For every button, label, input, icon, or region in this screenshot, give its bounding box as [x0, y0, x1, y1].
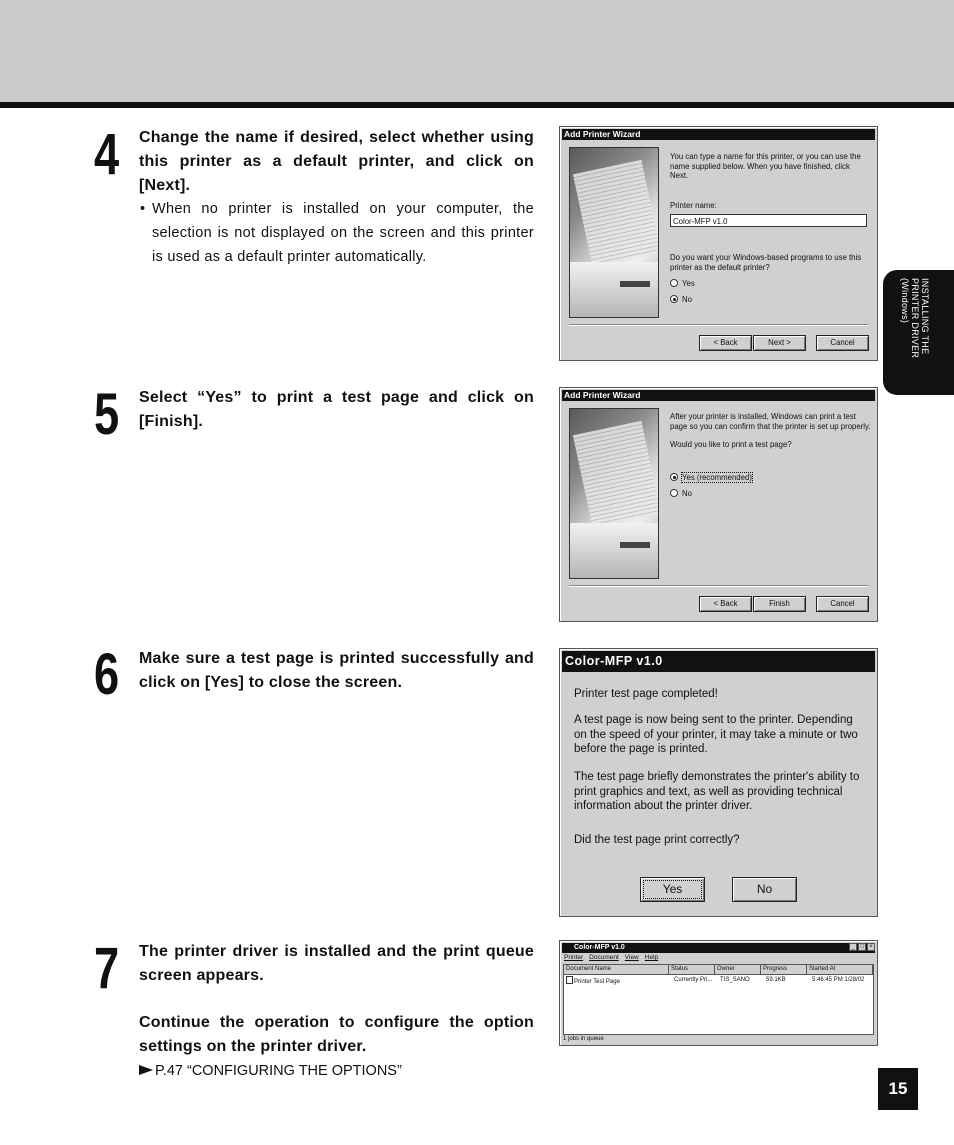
- col-progress[interactable]: Progress: [761, 965, 807, 974]
- test-yes-radio[interactable]: [670, 473, 752, 482]
- section-tab-line-2: PRINTER DRIVER: [910, 278, 920, 359]
- col-owner[interactable]: Owner: [715, 965, 761, 974]
- default-no-label: No: [682, 295, 692, 304]
- queue-list: [563, 964, 874, 1035]
- window-title: Color-MFP v1.0: [562, 943, 875, 953]
- menu-bar: [564, 954, 664, 962]
- test-no-radio[interactable]: [670, 489, 692, 498]
- reference-link[interactable]: [139, 1061, 402, 1081]
- menu-document[interactable]: Document: [589, 954, 619, 961]
- menu-help[interactable]: Help: [644, 954, 659, 961]
- step-7-title-continue: Continue the operation to configure the option settings on the printer driver.: [139, 1014, 534, 1055]
- no-button[interactable]: No: [732, 877, 797, 902]
- radio-icon: [670, 489, 678, 497]
- document-icon: [566, 976, 573, 984]
- col-status[interactable]: Status: [669, 965, 715, 974]
- close-icon[interactable]: ×: [867, 943, 875, 951]
- menu-view[interactable]: View: [624, 954, 639, 961]
- col-started-at[interactable]: Started At: [807, 965, 873, 974]
- row-document-name-text: Printer Test Page: [574, 979, 620, 985]
- row-owner: TIS_SANO: [720, 977, 750, 983]
- list-header: [564, 965, 873, 975]
- radio-icon: [670, 279, 678, 287]
- row-status: Currently Pri...: [674, 977, 713, 983]
- step-7-number: 7: [94, 936, 118, 1001]
- reference-text: P.47 “CONFIGURING THE OPTIONS”: [155, 1063, 402, 1079]
- step-5-number: 5: [94, 382, 118, 447]
- test-no-label: No: [682, 489, 692, 498]
- bullet-dot: •: [140, 201, 146, 217]
- dialog-separator: [569, 585, 868, 587]
- step-4-number: 4: [94, 122, 118, 187]
- section-tab-line-3: (Windows): [900, 278, 910, 324]
- status-bar: 1 jobs in queue: [563, 1036, 604, 1042]
- row-progress: 59.1KB: [766, 977, 786, 983]
- wizard-printer-image: [569, 408, 659, 579]
- cancel-button[interactable]: Cancel: [816, 335, 869, 351]
- menu-printer[interactable]: Printer: [564, 954, 584, 961]
- radio-selected-icon: [670, 473, 678, 481]
- header-rule: [0, 102, 954, 108]
- test-page-completed-dialog: [559, 648, 878, 917]
- add-printer-wizard-test-dialog: [559, 387, 878, 622]
- dialog-intro-text: You can type a name for this printer, or you can use the name supplied below. When you have finished, click Next.: [670, 152, 861, 180]
- header-band: [0, 0, 954, 102]
- printer-name-input[interactable]: Color-MFP v1.0: [670, 214, 867, 227]
- step-4-bullet-text: When no printer is installed on your computer, the selection is not displayed on the screen and this printer is used as a default printer automatically.: [152, 201, 534, 265]
- arrow-right-icon: [139, 1065, 153, 1075]
- section-tab-line-1: INSTALLING THE: [920, 278, 930, 355]
- row-started-at: 5:46:45 PM 1/28/02: [812, 977, 865, 983]
- wizard-printer-image: [569, 147, 659, 318]
- back-button[interactable]: < Back: [699, 335, 752, 351]
- default-no-radio[interactable]: [670, 295, 692, 304]
- step-4-title: Change the name if desired, select whether using this printer as a default printer, and click on [Next].: [139, 129, 534, 194]
- minimize-icon[interactable]: _: [849, 943, 857, 951]
- cancel-button[interactable]: Cancel: [816, 596, 869, 612]
- step-6-title: Make sure a test page is printed successfully and click on [Yes] to close the screen.: [139, 650, 534, 691]
- step-6-number: 6: [94, 642, 118, 707]
- radio-selected-icon: [670, 295, 678, 303]
- dialog-intro-text: After your printer is installed, Windows can print a test page so you can confirm that the printer is set up properly.: [670, 412, 871, 431]
- finish-button[interactable]: Finish: [753, 596, 806, 612]
- completed-message: Printer test page completed!: [574, 688, 718, 700]
- test-yes-label: Yes (recommended): [682, 473, 752, 482]
- dialog-title: Add Printer Wizard: [562, 129, 875, 140]
- row-document-name: [564, 976, 620, 986]
- dialog-separator: [569, 324, 868, 326]
- maximize-icon[interactable]: □: [858, 943, 866, 951]
- section-tab-label: [900, 278, 930, 390]
- page-number: 15: [878, 1068, 918, 1110]
- window-controls: [848, 943, 875, 951]
- default-printer-question: Do you want your Windows-based programs to use this printer as the default printer?: [670, 253, 862, 272]
- dialog-title: Color-MFP v1.0: [562, 651, 875, 672]
- step-5-title: Select “Yes” to print a test page and click on [Finish].: [139, 389, 534, 430]
- test-page-question: Would you like to print a test page?: [670, 440, 792, 449]
- yes-button[interactable]: Yes: [640, 877, 705, 902]
- dialog-title: Add Printer Wizard: [562, 390, 875, 401]
- col-document-name[interactable]: Document Name: [564, 965, 669, 974]
- sending-message: A test page is now being sent to the printer. Depending on the speed of your printer, it may take a minute or two before the page is printed.: [574, 714, 858, 755]
- print-queue-window: [559, 940, 878, 1046]
- back-button[interactable]: < Back: [699, 596, 752, 612]
- add-printer-wizard-name-dialog: [559, 126, 878, 361]
- step-4-bullet: [140, 197, 534, 269]
- next-button[interactable]: Next >: [753, 335, 806, 351]
- printer-name-label: Printer name:: [670, 201, 717, 210]
- confirm-question: Did the test page print correctly?: [574, 834, 740, 846]
- default-yes-label: Yes: [682, 279, 695, 288]
- demonstration-message: The test page briefly demonstrates the printer's ability to print graphics and text, as well as providing technical information about the printer driver.: [574, 771, 860, 812]
- step-7-title: The printer driver is installed and the print queue screen appears.: [139, 943, 534, 984]
- default-yes-radio[interactable]: [670, 279, 695, 288]
